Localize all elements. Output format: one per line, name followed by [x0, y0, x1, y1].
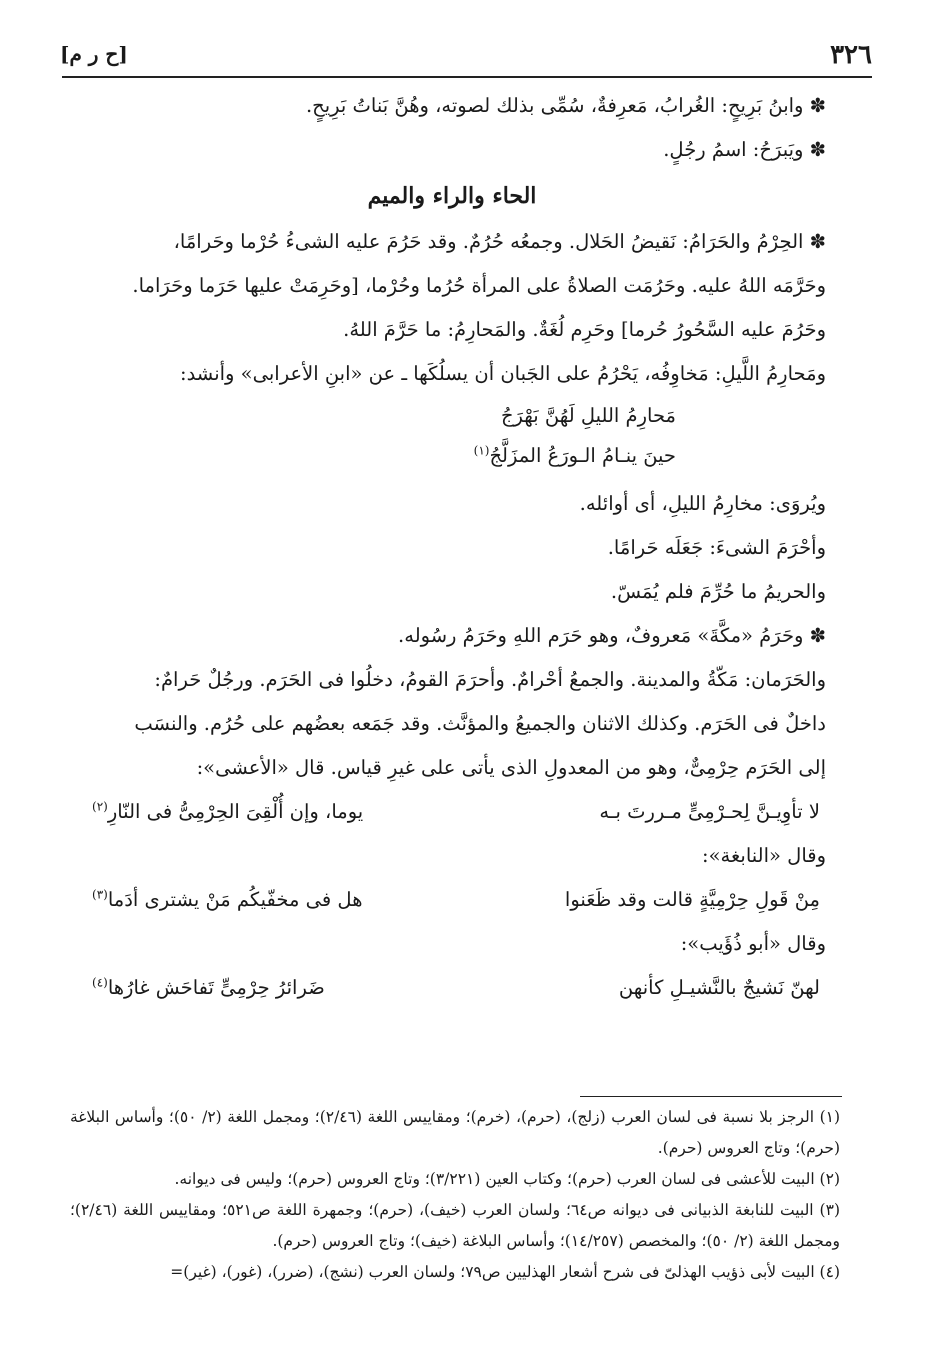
poetry-couplet	[78, 966, 826, 1010]
footnote: (٤) البيت لأبى ذؤيب الهذلىّ فى شرح أشعار الهذليين ص٧٩؛ ولسان العرب (نشج)، (ضرر)، (غور)، (غير)=	[170, 1263, 840, 1281]
footnote-divider	[580, 1096, 842, 1097]
paragraph-line: ومَحارِمُ اللَّيلِ: مَخاوِفُه، يَحْرُمُ على الجَبان أن يسلُكَها ـ عن «ابنِ الأعرابى» وأنشد:	[180, 362, 826, 385]
hemistich-text: ضَرائرُ حِرْمِىٍّ تَفاحَش غارُها	[107, 976, 325, 999]
paragraph-line: إلى الحَرَم حِرْمِىٌّ، وهو من المعدولِ الذى يأتى على غيرِ قياس. قال «الأعشى»:	[196, 756, 826, 779]
hemistich-text: يوما، وإن أُلْقِىَ الحِرْمِىُّ فى النّارِ	[107, 800, 364, 823]
paragraph-line: وأحْرَمَ الشىءَ: جَعَلَه حَرامًا.	[607, 536, 826, 559]
verse-text: حينَ ينـامُ الـورَعُ المزَلَّجُ	[489, 444, 676, 467]
footnote: (٣) البيت للنابغة الذبيانى فى ديوانه ص٦٤؛ ولسان العرب (خيف)، (حرم)؛ وجمهرة اللغة ص٥٢١؛ ومقاييس اللغة (٢/٤٦)؛ ومجمل اللغة (٢/ ٥٠)؛ والمخصص (١٤/٢٥٧)؛ وأساس البلاغة (خيف)؛ وتاج العروس (حرم).	[70, 1201, 840, 1250]
poetry-couplet	[78, 878, 826, 922]
first-hemistich: مِنْ قَولِ حِرْمِيَّةٍ قالت وقد ظَعَنوا	[564, 888, 820, 911]
page-number: ٣٢٦	[830, 40, 872, 70]
entry-line: ✽ ويَبرَحُ: اسمُ رجُلٍ.	[663, 138, 826, 161]
header-divider	[62, 76, 872, 78]
hemistich-text: هل فى مخفّيكُم مَنْ يشترى أدَما	[107, 888, 363, 911]
section-heading: الحاء والراء والميم	[367, 183, 537, 209]
paragraph-line: والحريمُ ما حُرِّمَ فلم يُمَسّ.	[610, 580, 826, 603]
second-hemistich	[84, 878, 362, 922]
paragraph-line: وحَرَّمَه اللهُ عليه. وحَرُمَت الصلاةُ على المرأة حُرُما وحُرْما، [وحَرِمَتْ عليها حَرَما وحَرَاما.	[132, 274, 826, 297]
poetry-couplet	[78, 790, 826, 834]
main-text	[78, 84, 826, 1010]
quote-intro: وقال «النابغة»:	[702, 844, 826, 867]
paragraph-line: وحَرُمَ عليه السَّحُورُ حُرما] وحَرِم لُغَةٌ. والمَحارِمُ: ما حَرَّمَ اللهُ.	[343, 318, 826, 341]
paragraph-line: ويُروَى: مخارِمُ الليلِ، أى أوائله.	[579, 492, 826, 515]
footnote: (٢) البيت للأعشى فى لسان العرب (حرم)؛ وكتاب العين (٣/٢٢١)؛ وتاج العروس (حرم)؛ وليس فى ديوانه.	[174, 1170, 840, 1188]
second-hemistich	[84, 790, 363, 834]
footnote-marker: (٢)	[92, 799, 108, 814]
footnote: (١) الرجز بلا نسبة فى لسان العرب (زلج)، (حرم)، (خرم)؛ ومقاييس اللغة (٢/٤٦)؛ ومجمل اللغة (٢/ ٥٠)؛ وأساس البلاغة (حرم)؛ وتاج العروس (حرم).	[70, 1108, 841, 1157]
second-hemistich	[84, 966, 325, 1010]
rajaz-verse-line	[78, 436, 826, 476]
footnote-marker: (٤)	[92, 975, 108, 990]
footnote-marker: (٣)	[92, 887, 108, 902]
paragraph-line: ✽ الحِرْمُ والحَرَامُ: نَقيضُ الحَلال. وجمعُه حُرُمٌ. وقد حَرُمَ عليه الشىءُ حُرْما وحَرامًا،	[173, 230, 826, 253]
rajaz-verse-line: مَحارِمُ الليلِ لَهُنَّ بَهْرَجُ	[500, 404, 676, 427]
footnotes	[70, 1102, 840, 1288]
quote-intro: وقال «أبو ذُؤَيب»:	[680, 932, 826, 955]
entry-line: ✽ وحَرَمُ «مكَّةَ» مَعروفٌ، وهو حَرَم اللهِ وحَرَمُ رسُوله.	[398, 624, 826, 647]
footnote-marker: (١)	[473, 443, 490, 458]
first-hemistich: لهنّ نَشيجٌ بالنَّشيـلِ كأنهن	[618, 976, 820, 999]
entry-line: ✽ وابنُ بَرِيحٍ: الغُرابُ، مَعرِفةٌ، سُمِّى بذلك لصوته، وهُنَّ بَناتُ بَرِيحٍ.	[305, 94, 826, 117]
root-letters-tag: [ح ر م]	[60, 42, 128, 66]
first-hemistich: لا تأوِيـنَّ لِحـرْمِىٍّ مـررتَ بـه	[599, 800, 820, 823]
paragraph-line: والحَرَمان: مَكّةُ والمدينة. والجمعُ أحْرامٌ. وأحرَمَ القومُ، دخلُوا فى الحَرَم. ورجُلٌ حَرامٌ:	[154, 668, 826, 691]
paragraph-line: داخلٌ فى الحَرَم. وكذلك الاثنان والجميعُ والمؤنَّث. وقد جَمَعه بعضُهم على حُرُم. والنسَب	[134, 712, 826, 735]
page-header	[60, 38, 872, 74]
